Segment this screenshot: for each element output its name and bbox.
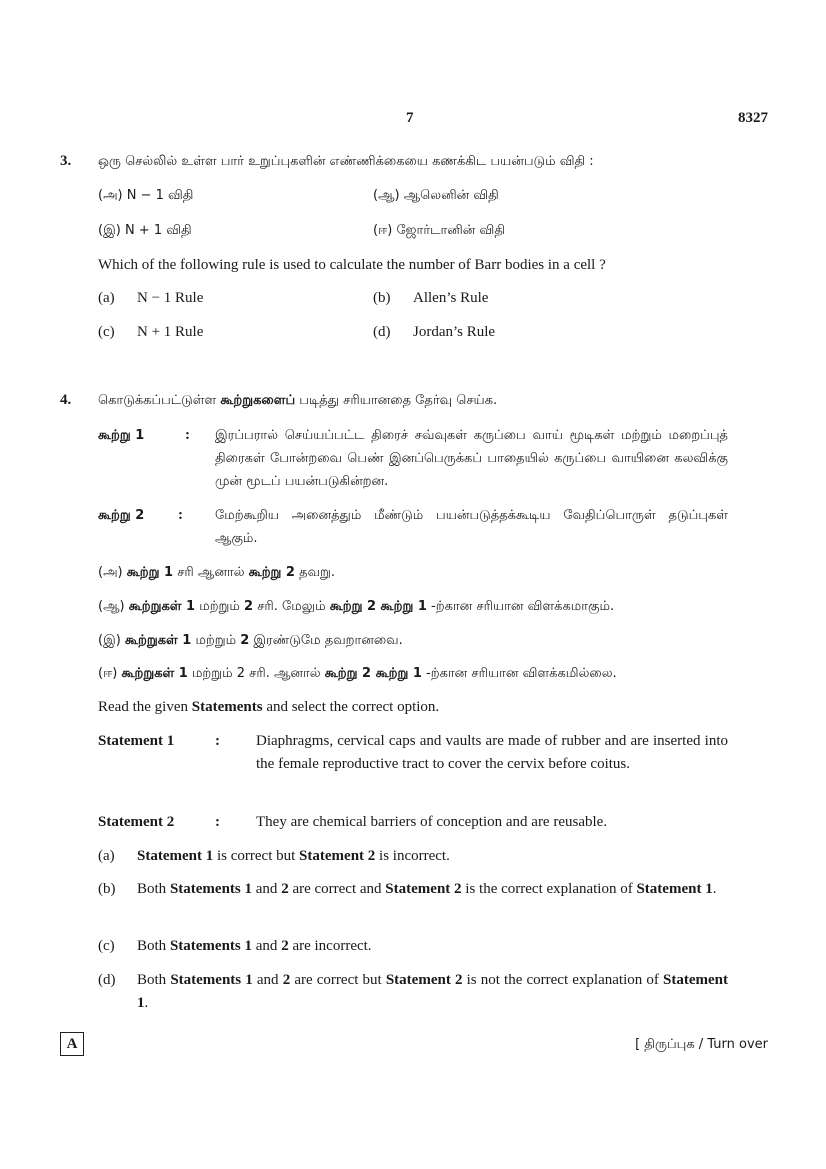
statement-colon: : — [185, 427, 190, 443]
text-run: சரி. மேலும் — [253, 599, 330, 614]
text-run: மற்றும் 2 சரி. ஆனால் — [187, 666, 325, 681]
bold-text-run: 2 — [281, 938, 289, 954]
question-number: 3. — [60, 153, 72, 169]
bold-text-run: Statements 1 — [169, 938, 253, 954]
option-tamil-3 — [98, 629, 403, 652]
text-run: are incorrect. — [288, 938, 372, 954]
option-label-b: (b) — [98, 881, 116, 897]
text-run: Both — [137, 881, 170, 897]
option-label-d: (d) — [98, 972, 116, 988]
text-run: இரண்டுமே தவறானவை. — [249, 633, 403, 648]
option-text: ஜோர்டானின் விதி — [396, 223, 505, 238]
bold-text-run: Statement 2 — [299, 848, 376, 864]
option-text — [121, 666, 616, 681]
text-run: and select the correct option. — [262, 699, 440, 715]
text-run: சரி ஆனால் — [173, 565, 249, 580]
text-run: and — [252, 881, 282, 897]
option-label-c: (c) — [98, 938, 115, 954]
option-tamil-2 — [98, 595, 614, 618]
statement-text-tamil-2: மேற்கூறிய அனைத்தும் மீண்டும் பயன்படுத்தக்கூடிய வேதிப்பொருள் தடுப்புகள் ஆகும். — [215, 508, 728, 546]
option-text — [129, 599, 614, 614]
option-label-b: (b) — [373, 290, 391, 306]
text-run: மற்றும் — [195, 599, 245, 614]
option-text-b — [137, 878, 728, 901]
text-run: is not the correct explanation of — [462, 972, 663, 988]
option-text — [127, 565, 335, 580]
instruction-english — [98, 696, 439, 719]
statement-label-english-1: Statement 1 — [98, 733, 175, 749]
option-text: ஆலெனின் விதி — [403, 188, 499, 203]
bold-text-run: Statement 2 — [385, 881, 462, 897]
question-text-english: Which of the following rule is used to calculate the number of Barr bodies in a cell ? — [98, 257, 606, 273]
bold-text-run: 2 — [281, 881, 289, 897]
statement-text-english-1: Diaphragms, cervical caps and vaults are made of rubber and are inserted into the female reproductive tract to cover the cervix before coitus. — [256, 733, 728, 772]
text-run: is incorrect. — [375, 848, 450, 864]
bold-text-run: 2 — [244, 599, 254, 614]
option-label: (அ) — [98, 565, 123, 580]
statement-label-english-2: Statement 2 — [98, 814, 175, 830]
option-label: (இ) — [98, 633, 121, 648]
option-tamil-3 — [98, 219, 192, 242]
bold-text-run: 2 — [282, 972, 291, 988]
bold-text-run: Statement 2 — [385, 972, 463, 988]
option-label: (ஆ) — [98, 599, 125, 614]
statement-text-english-2: They are chemical barriers of conception and are reusable. — [256, 814, 608, 830]
bold-text-run: Statement 1 — [137, 848, 214, 864]
bold-text-run: Statement 1 — [137, 972, 728, 1011]
bold-text-run: கூற்று 1 — [126, 565, 174, 580]
bold-text-run: கூற்று 2 கூற்று 1 — [324, 666, 422, 681]
bold-text-run: Statements — [191, 699, 263, 715]
statement-label-tamil-1: கூற்று 1 — [98, 428, 145, 443]
option-text-b: Allen’s Rule — [413, 290, 489, 306]
bold-text-run: கூற்று 2 கூற்று 1 — [329, 599, 427, 614]
statement-label-tamil-2: கூற்று 2 — [98, 508, 145, 523]
text-run: . — [144, 995, 149, 1011]
bold-text-run: கூற்றுகள் 1 — [124, 633, 192, 648]
option-tamil-4 — [373, 219, 505, 242]
option-text-d — [137, 969, 728, 1015]
option-label-d: (d) — [373, 324, 391, 340]
question-number: 4. — [60, 392, 72, 408]
instruction-tamil — [98, 389, 497, 412]
text-run: are correct and — [288, 881, 386, 897]
bold-text-run: Statement 1 — [636, 881, 713, 897]
option-tamil-1 — [98, 184, 193, 207]
option-text — [125, 633, 403, 648]
option-label-a: (a) — [98, 848, 115, 864]
option-text-c — [137, 935, 372, 958]
text-run: is correct but — [213, 848, 300, 864]
option-label: (இ) — [98, 223, 121, 238]
option-label-c: (c) — [98, 324, 115, 340]
option-label: (ஈ) — [98, 666, 118, 681]
bold-text-run: கூற்றுகளைப் — [220, 393, 296, 408]
option-tamil-1 — [98, 561, 335, 584]
turn-over-label: [ திருப்புக / Turn over — [635, 1037, 768, 1052]
turn-over-text — [635, 1033, 768, 1056]
option-label: (ஆ) — [373, 188, 400, 203]
bold-text-run: Statements 1 — [169, 881, 253, 897]
option-text-a — [137, 845, 450, 868]
option-label: (அ) — [98, 188, 123, 203]
text-run: -ற்கான சரியான விளக்கமில்லை. — [421, 666, 617, 681]
statement-colon: : — [215, 814, 220, 830]
option-label: (ஈ) — [373, 223, 393, 238]
text-run: -ற்கான சரியான விளக்கமாகும். — [426, 599, 615, 614]
text-run: and — [252, 938, 282, 954]
text-run: படித்து சரியானதை தேர்வு செய்க. — [295, 393, 498, 408]
text-run: . — [712, 881, 717, 897]
booklet-code-box: A — [60, 1032, 84, 1056]
bold-text-run: கூற்றுகள் 1 — [121, 666, 188, 681]
text-run: தவறு. — [294, 565, 336, 580]
text-run: are correct but — [290, 972, 386, 988]
option-text-c: N + 1 Rule — [137, 324, 204, 340]
text-run: கொடுக்கப்பட்டுள்ள — [98, 393, 221, 408]
option-tamil-2 — [373, 184, 499, 207]
option-label-a: (a) — [98, 290, 115, 306]
page-number: 7 — [406, 110, 414, 126]
option-text: N − 1 விதி — [126, 188, 194, 203]
paper-code: 8327 — [738, 110, 768, 126]
text-run: and — [252, 972, 283, 988]
option-text-a: N − 1 Rule — [137, 290, 204, 306]
statement-colon: : — [215, 733, 220, 749]
text-run: is the correct explanation of — [461, 881, 637, 897]
bold-text-run: Statements 1 — [170, 972, 253, 988]
option-tamil-4 — [98, 662, 617, 685]
bold-text-run: கூற்று 2 — [248, 565, 295, 580]
text-run: Read the given — [98, 699, 192, 715]
option-text: N + 1 விதி — [124, 223, 192, 238]
text-run: Both — [137, 972, 171, 988]
option-text-d: Jordan’s Rule — [413, 324, 496, 340]
statement-colon: : — [178, 507, 183, 523]
text-run: Both — [137, 938, 170, 954]
bold-text-run: கூற்றுகள் 1 — [128, 599, 196, 614]
text-run: மற்றும் — [191, 633, 241, 648]
question-text-tamil: ஒரு செல்லில் உள்ள பார் உறுப்புகளின் எண்ணிக்கையை கணக்கிட பயன்படும் விதி : — [98, 154, 594, 169]
bold-text-run: 2 — [240, 633, 250, 648]
statement-text-tamil-1: இரப்பரால் செய்யப்பட்ட திரைச் சவ்வுகள் கருப்பை வாய் மூடிகள் மற்றும் மறைப்புத் திரைகள் போன்றவை பெண் இனப்பெருக்கப் பாதையில் கருப்பை வாயினை கலவிக்கு முன் மூடப் பயன்படுகின்றன. — [215, 428, 728, 489]
